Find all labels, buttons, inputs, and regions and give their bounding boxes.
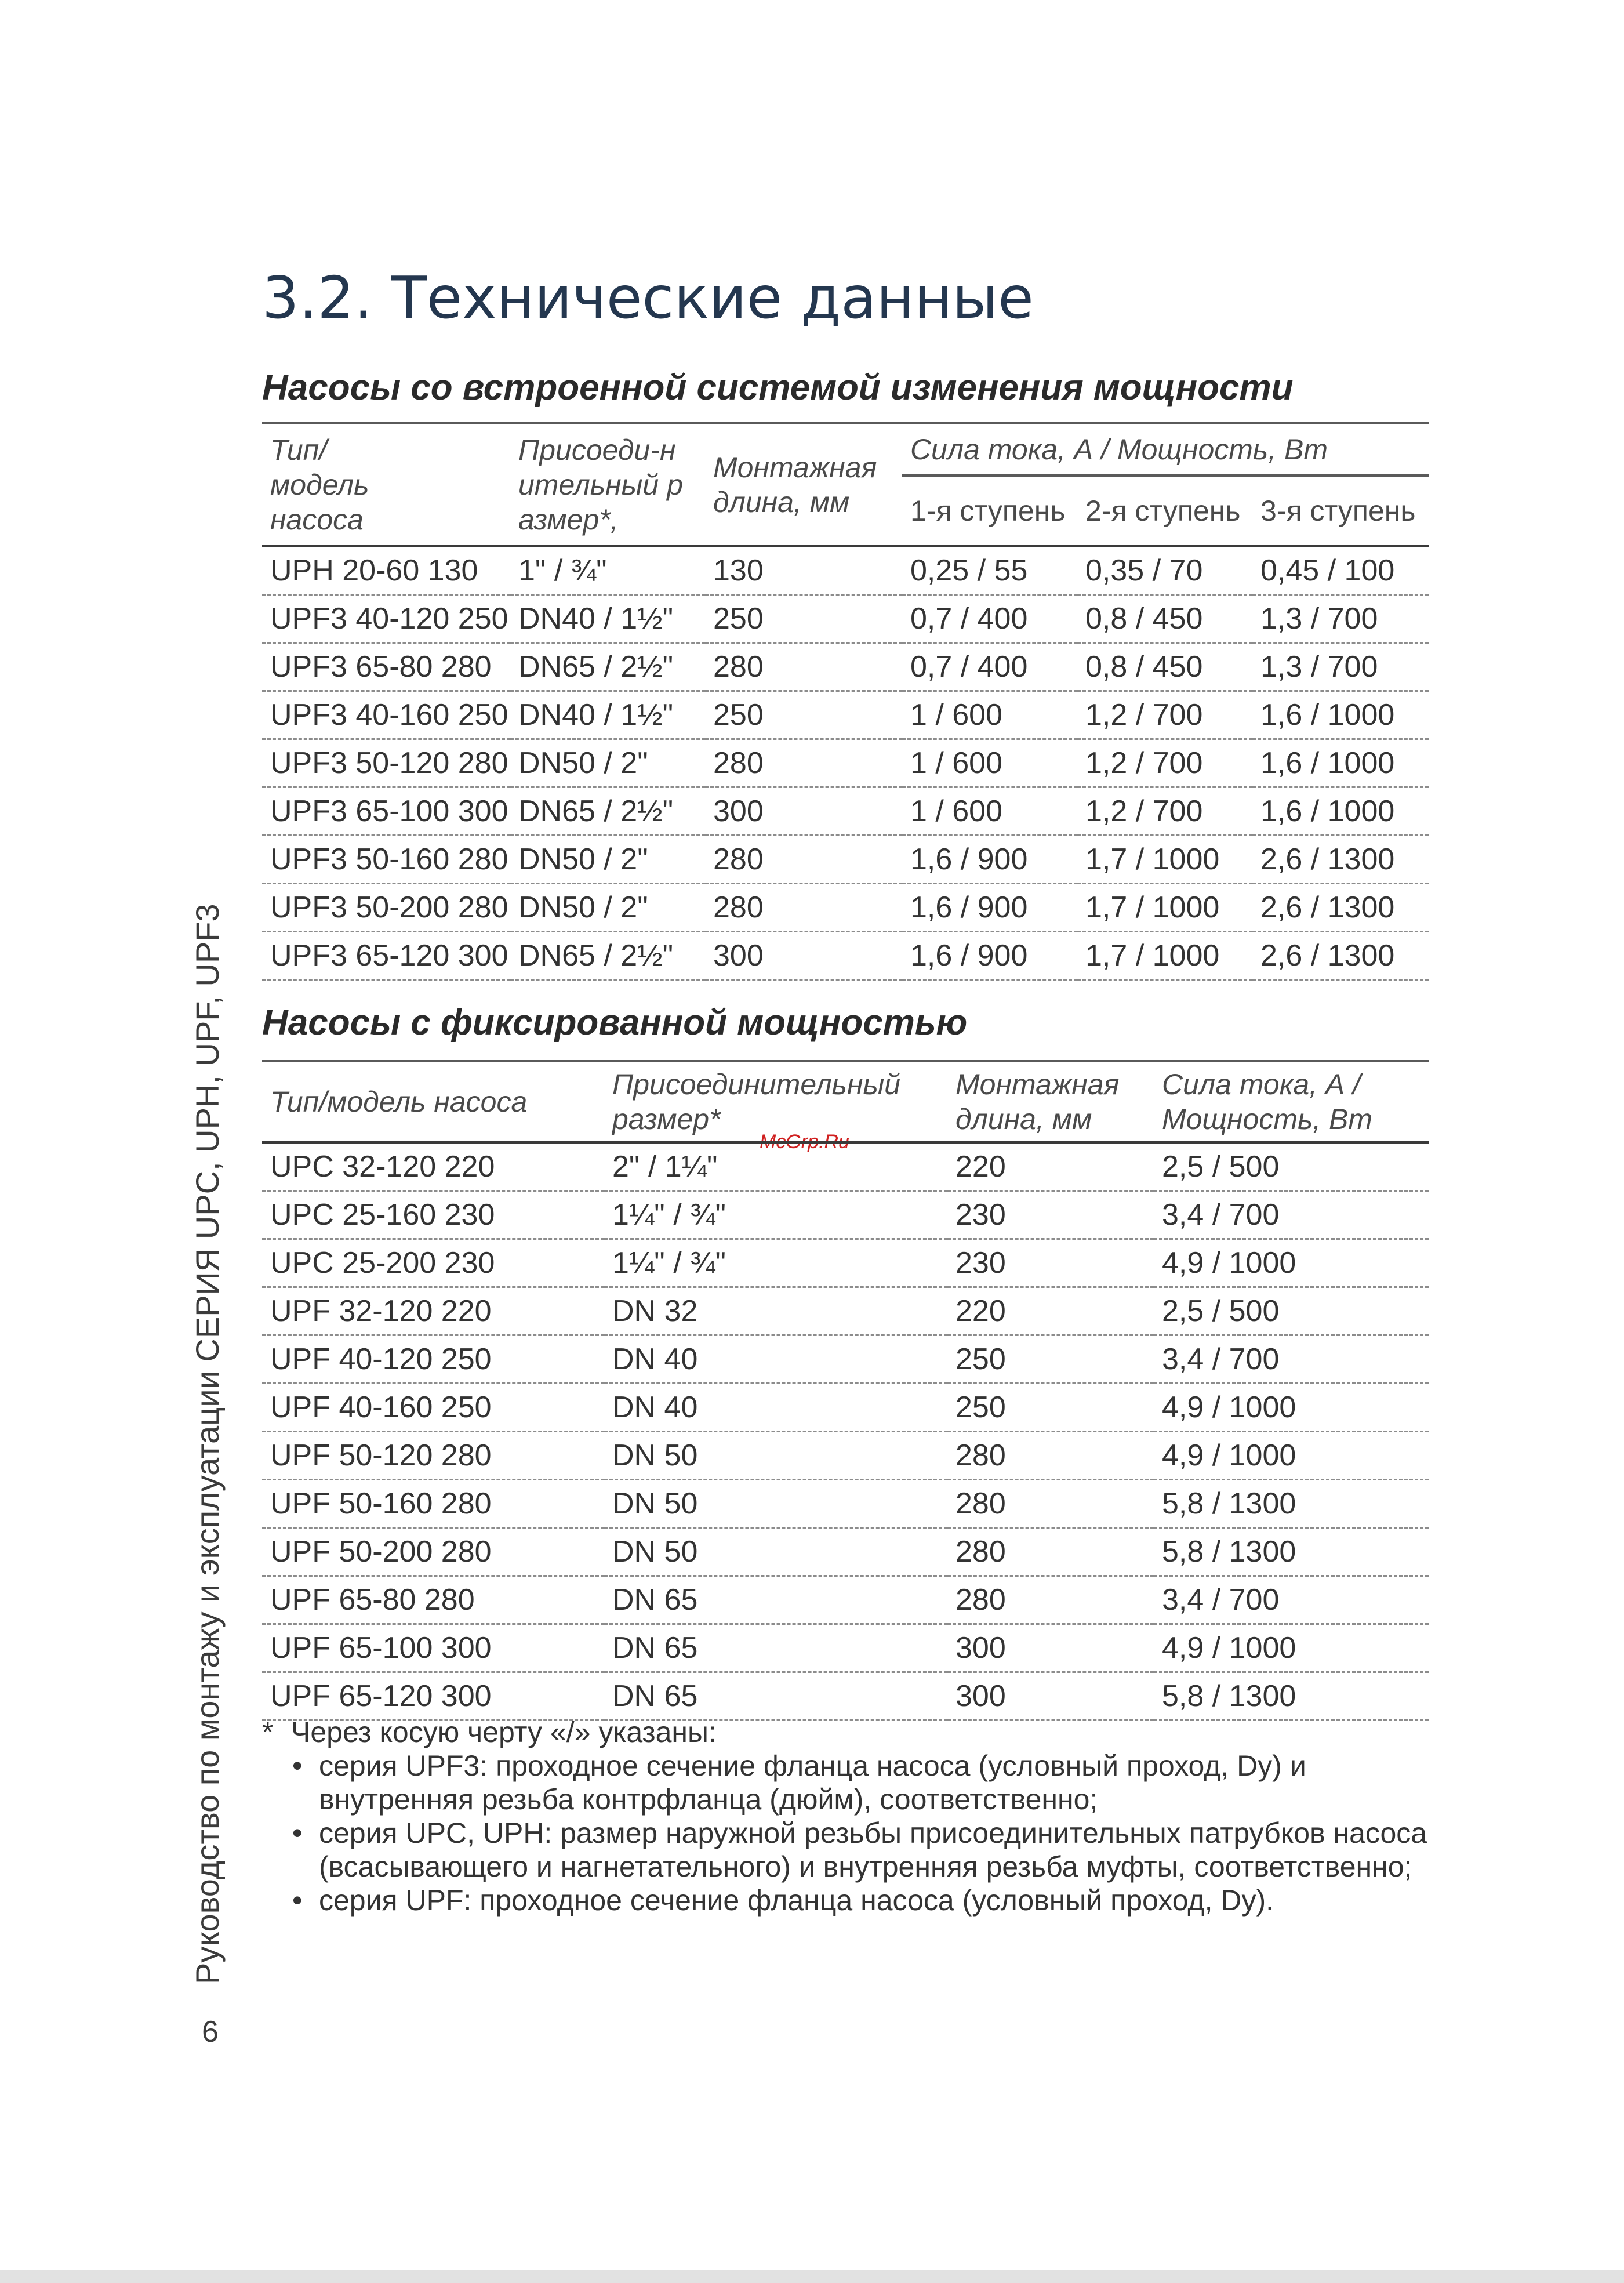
table-cell: 230 xyxy=(947,1191,1154,1239)
table-cell: UPF3 65-80 280 xyxy=(262,643,510,691)
table-cell: 2,6 / 1300 xyxy=(1252,884,1429,932)
table-cell: DN50 / 2" xyxy=(510,836,705,884)
t1-header-model: Тип/модель насоса xyxy=(262,423,510,546)
table-cell: 0,8 / 450 xyxy=(1077,643,1252,691)
page-number: 6 xyxy=(202,2015,219,2049)
footnote-lead xyxy=(262,1715,1456,1749)
footnote-lead-text: Через косую черту «/» указаны: xyxy=(291,1716,717,1748)
table-cell: 220 xyxy=(947,1287,1154,1335)
table-cell: 280 xyxy=(947,1480,1154,1528)
table-cell: 280 xyxy=(705,643,902,691)
table-cell: 1,7 / 1000 xyxy=(1077,932,1252,980)
table-cell: DN 65 xyxy=(604,1624,947,1672)
table-row xyxy=(262,1528,1429,1576)
table-cell: 300 xyxy=(947,1624,1154,1672)
table-cell: UPF3 40-160 250 xyxy=(262,691,510,739)
t1-header-connection: Присоеди-нительный размер*, xyxy=(510,423,705,546)
table-cell: 1 / 600 xyxy=(902,691,1077,739)
t2-header-current-power: Сила тока, А / Мощность, Вт xyxy=(1154,1061,1429,1142)
table-cell: 250 xyxy=(947,1335,1154,1384)
table-cell: 0,45 / 100 xyxy=(1252,546,1429,595)
table-cell: DN 32 xyxy=(604,1287,947,1335)
table-cell: 2,6 / 1300 xyxy=(1252,836,1429,884)
table-cell: UPF3 40-120 250 xyxy=(262,595,510,643)
t1-header-stage1: 1-я ступень xyxy=(902,476,1077,546)
table-cell: UPF 40-120 250 xyxy=(262,1335,604,1384)
t2-header-connection: Присоединительный размер* xyxy=(604,1061,947,1142)
table-row xyxy=(262,1384,1429,1432)
t1-header-current-power: Сила тока, А / Мощность, Вт xyxy=(902,423,1429,476)
table-row xyxy=(262,739,1429,787)
table-cell: DN40 / 1½" xyxy=(510,595,705,643)
table-cell: UPF 65-80 280 xyxy=(262,1576,604,1624)
table-cell: 1,6 / 1000 xyxy=(1252,787,1429,836)
table-cell: 1,2 / 700 xyxy=(1077,739,1252,787)
t2-header-model: Тип/модель насоса xyxy=(262,1061,604,1142)
table-cell: 280 xyxy=(947,1576,1154,1624)
table-cell: 2,5 / 500 xyxy=(1154,1287,1429,1335)
table-cell: UPF 50-200 280 xyxy=(262,1528,604,1576)
table-cell: UPF3 50-160 280 xyxy=(262,836,510,884)
table-row xyxy=(262,1335,1429,1384)
table-row xyxy=(262,1239,1429,1287)
table-cell: 250 xyxy=(705,691,902,739)
table-cell: 2" / 1¼" xyxy=(604,1142,947,1191)
table-row xyxy=(262,884,1429,932)
t1-body xyxy=(262,546,1429,980)
t1-header-stage3: 3-я ступень xyxy=(1252,476,1429,546)
table-cell: 1 / 600 xyxy=(902,739,1077,787)
table-cell: 1¼" / ¾" xyxy=(604,1239,947,1287)
footnote-marker: * xyxy=(262,1716,274,1748)
table-cell: 280 xyxy=(947,1432,1154,1480)
table-row xyxy=(262,595,1429,643)
table-cell: DN 50 xyxy=(604,1432,947,1480)
table-cell: DN 40 xyxy=(604,1384,947,1432)
table-cell: 4,9 / 1000 xyxy=(1154,1624,1429,1672)
t2-header-length: Монтажная длина, мм xyxy=(947,1061,1154,1142)
table-cell: 3,4 / 700 xyxy=(1154,1335,1429,1384)
t2-body xyxy=(262,1142,1429,1721)
table-cell: 250 xyxy=(947,1384,1154,1432)
table-cell: 300 xyxy=(705,787,902,836)
table-row xyxy=(262,1672,1429,1721)
table-row xyxy=(262,1480,1429,1528)
table-row xyxy=(262,1624,1429,1672)
footnote-item: • серия UPF3: проходное сечение фланца насоса (условный проход, Dy) и внутренняя резьба контрфланца (дюйм), соответственно; xyxy=(319,1749,1456,1816)
table-cell: 1,3 / 700 xyxy=(1252,595,1429,643)
table-row xyxy=(262,836,1429,884)
table-cell: 250 xyxy=(705,595,902,643)
table-cell: 300 xyxy=(947,1672,1154,1721)
table-cell: 280 xyxy=(947,1528,1154,1576)
table-row xyxy=(262,1191,1429,1239)
table-cell: 2,6 / 1300 xyxy=(1252,932,1429,980)
table-cell: UPF 65-100 300 xyxy=(262,1624,604,1672)
table-cell: 1,7 / 1000 xyxy=(1077,884,1252,932)
table-cell: 220 xyxy=(947,1142,1154,1191)
table-cell: UPF3 65-100 300 xyxy=(262,787,510,836)
table-row xyxy=(262,932,1429,980)
table-cell: 1 / 600 xyxy=(902,787,1077,836)
table-cell: 5,8 / 1300 xyxy=(1154,1672,1429,1721)
table-cell: 1¼" / ¾" xyxy=(604,1191,947,1239)
table-cell: 4,9 / 1000 xyxy=(1154,1384,1429,1432)
table-cell: DN 65 xyxy=(604,1576,947,1624)
table-cell: UPF 65-120 300 xyxy=(262,1672,604,1721)
table-row xyxy=(262,1576,1429,1624)
table-cell: UPC 25-200 230 xyxy=(262,1239,604,1287)
variable-power-table xyxy=(262,422,1429,981)
side-running-title: Руководство по монтажу и эксплуатации СЕРИЯ UPC, UPH, UPF, UPF3 xyxy=(189,903,226,1984)
table-cell: 0,25 / 55 xyxy=(902,546,1077,595)
table-cell: 5,8 / 1300 xyxy=(1154,1480,1429,1528)
table-cell: 1" / ¾" xyxy=(510,546,705,595)
table-cell: DN65 / 2½" xyxy=(510,787,705,836)
table-cell: 3,4 / 700 xyxy=(1154,1576,1429,1624)
footnote-item: • серия UPC, UPH: размер наружной резьбы присоединительных патрубков насоса (всасывающего и нагнетательного) и внутренняя резьба муфты, соответственно; xyxy=(319,1816,1456,1883)
table-cell: 1,6 / 900 xyxy=(902,932,1077,980)
table-cell: 1,7 / 1000 xyxy=(1077,836,1252,884)
table-cell: 1,2 / 700 xyxy=(1077,691,1252,739)
footnote xyxy=(262,1715,1456,1917)
table-cell: UPC 25-160 230 xyxy=(262,1191,604,1239)
bottom-edge-strip xyxy=(0,2270,1624,2283)
table-row xyxy=(262,1142,1429,1191)
table-cell: 5,8 / 1300 xyxy=(1154,1528,1429,1576)
table-row xyxy=(262,546,1429,595)
table-cell: 4,9 / 1000 xyxy=(1154,1432,1429,1480)
table-cell: DN 40 xyxy=(604,1335,947,1384)
table-cell: UPF3 50-120 280 xyxy=(262,739,510,787)
table-cell: 1,3 / 700 xyxy=(1252,643,1429,691)
table-cell: 280 xyxy=(705,739,902,787)
footnote-list xyxy=(262,1749,1456,1917)
table-cell: UPF 40-160 250 xyxy=(262,1384,604,1432)
t1-header-length: Монтажная длина, мм xyxy=(705,423,902,546)
table2-title: Насосы с фиксированной мощностью xyxy=(262,1003,968,1043)
fixed-power-table xyxy=(262,1060,1429,1721)
table-row xyxy=(262,643,1429,691)
table-cell: 4,9 / 1000 xyxy=(1154,1239,1429,1287)
table-cell: UPF3 65-120 300 xyxy=(262,932,510,980)
table-cell: 1,6 / 1000 xyxy=(1252,739,1429,787)
table1-title: Насосы со встроенной системой изменения мощности xyxy=(262,368,1294,408)
table-row xyxy=(262,787,1429,836)
table-row xyxy=(262,691,1429,739)
table-cell: 2,5 / 500 xyxy=(1154,1142,1429,1191)
table-cell: UPH 20-60 130 xyxy=(262,546,510,595)
table-cell: DN 50 xyxy=(604,1528,947,1576)
table-row xyxy=(262,1287,1429,1335)
table-cell: DN50 / 2" xyxy=(510,884,705,932)
table-cell: DN50 / 2" xyxy=(510,739,705,787)
table-cell: 280 xyxy=(705,884,902,932)
table-cell: UPF 50-160 280 xyxy=(262,1480,604,1528)
table-cell: UPF 50-120 280 xyxy=(262,1432,604,1480)
table-cell: DN 50 xyxy=(604,1480,947,1528)
footnote-item: • серия UPF: проходное сечение фланца насоса (условный проход, Dy). xyxy=(319,1883,1456,1917)
table-cell: 0,35 / 70 xyxy=(1077,546,1252,595)
table-cell: DN65 / 2½" xyxy=(510,932,705,980)
table-cell: 300 xyxy=(705,932,902,980)
table-cell: 1,2 / 700 xyxy=(1077,787,1252,836)
table-row xyxy=(262,1432,1429,1480)
table-cell: 0,8 / 450 xyxy=(1077,595,1252,643)
table-cell: 1,6 / 1000 xyxy=(1252,691,1429,739)
table-cell: 0,7 / 400 xyxy=(902,595,1077,643)
table-cell: 0,7 / 400 xyxy=(902,643,1077,691)
page-title: 3.2. Технические данные xyxy=(262,264,1034,332)
table-cell: 130 xyxy=(705,546,902,595)
table-cell: 3,4 / 700 xyxy=(1154,1191,1429,1239)
table-cell: UPC 32-120 220 xyxy=(262,1142,604,1191)
table-cell: DN40 / 1½" xyxy=(510,691,705,739)
table-cell: 1,6 / 900 xyxy=(902,836,1077,884)
table-cell: DN 65 xyxy=(604,1672,947,1721)
table-cell: 230 xyxy=(947,1239,1154,1287)
table-cell: 1,6 / 900 xyxy=(902,884,1077,932)
t1-header-stage2: 2-я ступень xyxy=(1077,476,1252,546)
table-cell: UPF3 50-200 280 xyxy=(262,884,510,932)
table-cell: 280 xyxy=(705,836,902,884)
watermark: McGrp.Ru xyxy=(760,1131,849,1153)
table-cell: DN65 / 2½" xyxy=(510,643,705,691)
table-cell: UPF 32-120 220 xyxy=(262,1287,604,1335)
